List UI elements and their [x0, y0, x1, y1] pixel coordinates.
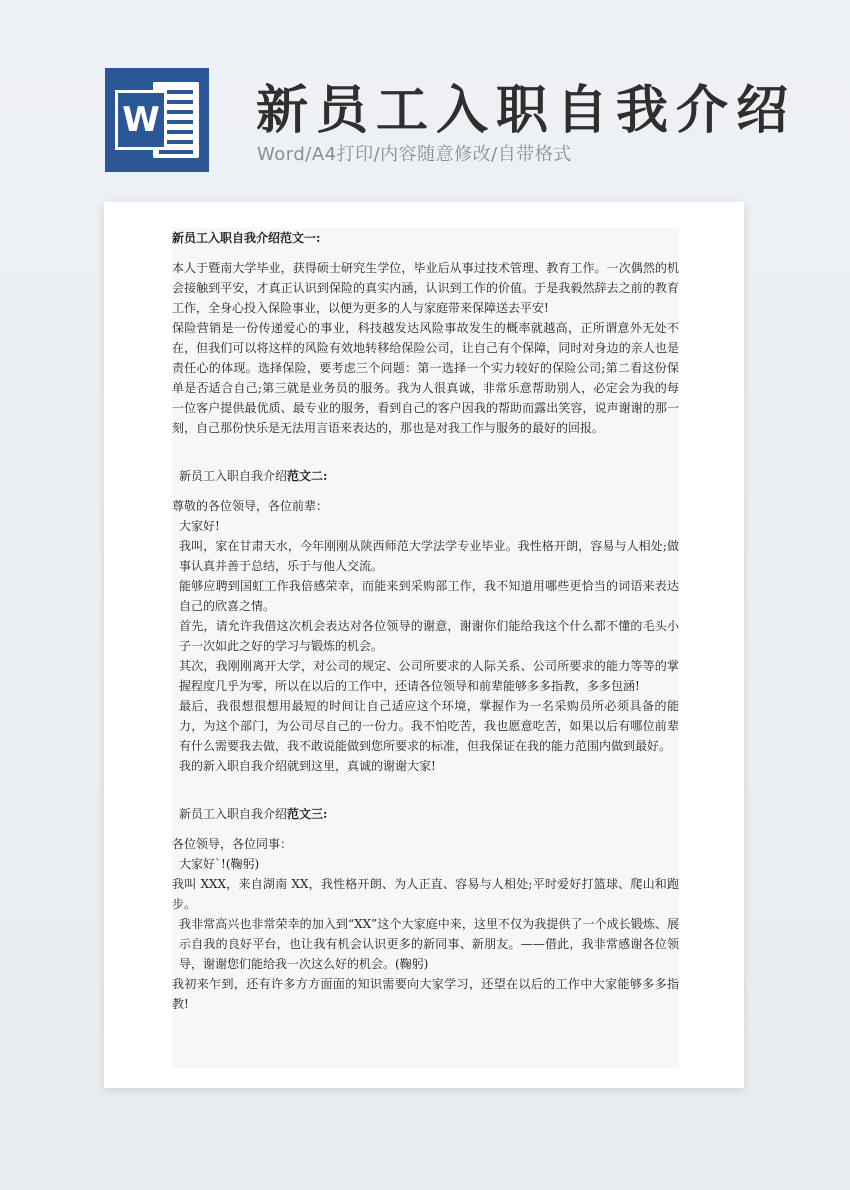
section-2-line: 我叫，家在甘肃天水，今年刚刚从陕西师范大学法学专业毕业。我性格开朗，容易与人相处;做事认真并善于总结，乐于与他人交流。 — [179, 539, 679, 573]
section-2-line: 其次，我刚刚离开大学，对公司的规定、公司所要求的人际关系、公司所要求的能力等等的掌握程度几乎为零，所以在以后的工作中，还请各位领导和前辈能够多多指教，多多包涵! — [179, 659, 679, 693]
section-1-heading: 新员工入职自我介绍范文一: — [172, 231, 321, 245]
page-title: 新员工入职自我介绍 — [256, 81, 797, 141]
section-2-heading-label: 范文二: — [287, 469, 328, 483]
section-2-line: 首先，请允许我借这次机会表达对各位领导的谢意，谢谢你们能给我这个什么都不懂的毛头小子一次如此之好的学习与锻炼的机会。 — [179, 619, 679, 653]
section-1-paragraph: 本人于暨南大学毕业，获得硕士研究生学位，毕业后从事过技术管理、教育工作。一次偶然的机会接触到平安，才真正认识到保险的真实内涵，认识到工作的价值。于是我毅然辞去之前的教育工作，全身心投入保险事业，以便为更多的人与家庭带来保障送去平安! — [172, 261, 679, 315]
section-2-heading — [172, 466, 679, 486]
section-3-line: 各位领导，各位同事： — [172, 837, 293, 851]
document-body — [172, 228, 679, 1068]
section-2-heading-text: 新员工入职自我介绍 — [179, 469, 288, 483]
section-2-line: 我的新入职自我介绍就到这里，真诚的谢谢大家! — [179, 759, 436, 773]
section-3-heading-text: 新员工入职自我介绍 — [179, 807, 288, 821]
section-2-line: 能够应聘到国虹工作我倍感荣幸，而能来到采购部工作，我不知道用哪些更恰当的词语来表达自己的欣喜之情。 — [179, 579, 679, 613]
section-2-line: 大家好! — [179, 519, 220, 533]
section-2-line: 最后，我很想很想用最短的时间让自己适应这个环境，掌握作为一名采购员所必须具备的能力，为这个部门，为公司尽自己的一份力。我不怕吃苦，我也愿意吃苦，如果以后有哪位前辈有什么需要我去做，我不敢说能做到您所要求的标准，但我保证在我的能力范围内做到最好。 — [179, 699, 679, 753]
section-2-line: 尊敬的各位领导，各位前辈： — [172, 499, 329, 513]
section-3-heading-label: 范文三: — [287, 807, 328, 821]
section-3-line: 大家好`!(鞠躬) — [179, 857, 260, 871]
section-3-line: 我初来乍到，还有许多方方面面的知识需要向大家学习，还望在以后的工作中大家能够多多指教! — [172, 977, 679, 1011]
document-page — [104, 202, 744, 1088]
section-3-line: 我非常高兴也非常荣幸的加入到“XX”这个大家庭中来，这里不仅为我提供了一个成长锻炼、展示自我的良好平台，也让我有机会认识更多的新同事、新朋友。——借此，我非常感谢各位领导，谢谢您们能给我一次这么好的机会。(鞠躬) — [179, 917, 679, 971]
page-subtitle: Word/A4打印/内容随意修改/自带格式 — [257, 144, 572, 165]
word-icon: W — [115, 90, 167, 150]
section-3-line: 我叫 XXX，来自湖南 XX，我性格开朗、为人正直、容易与人相处;平时爱好打篮球、爬山和跑步。 — [172, 877, 679, 911]
section-1-paragraph: 保险营销是一份传递爱心的事业，科技越发达风险事故发生的概率就越高，正所谓意外无处不在，但我们可以将这样的风险有效地转移给保险公司，让自己有个保障，同时对身边的亲人也是责任心的体现。选择保险，要考虑三个问题：第一选择一个实力较好的保险公司;第二看这份保单是否适合自己;第三就是业务员的服务。我为人很真诚，非常乐意帮助别人，必定会为我的每一位客户提供最优质、最专业的服务，看到自己的客户因我的帮助而露出笑容，说声谢谢的那一刻，自己那份快乐是无法用言语来表达的，那也是对我工作与服务的最好的回报。 — [172, 321, 679, 435]
word-logo — [105, 68, 209, 172]
section-3-heading — [172, 804, 679, 824]
